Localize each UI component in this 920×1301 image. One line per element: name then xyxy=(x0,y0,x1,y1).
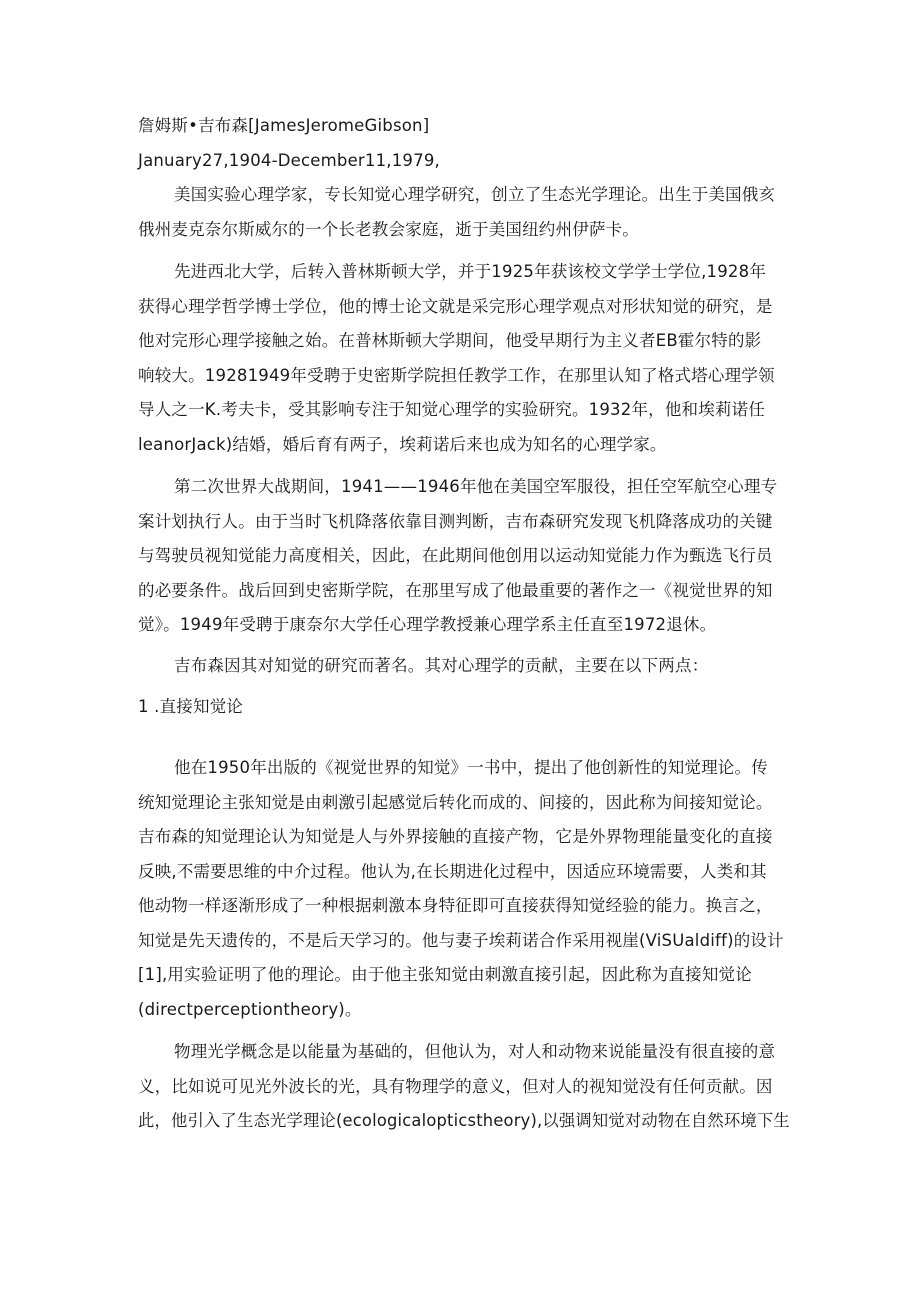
paragraph-line: 他动物一样逐渐形成了一种根据刺激本身特征即可直接获得知觉经验的能力。换言之， xyxy=(138,896,773,915)
section-heading: 1 .直接知觉论 xyxy=(138,697,244,716)
paragraph-line: 吉布森的知觉理论认为知觉是人与外界接触的直接产物，它是外界物理能量变化的直接 xyxy=(138,827,773,846)
paragraph-line: 与驾驶员视知觉能力高度相关，因此，在此期间他创用以运动知觉能力作为甄选飞行员 xyxy=(138,546,773,565)
header-dates: January27,1904-December11,1979, xyxy=(138,151,440,170)
paragraph-line: 案计划执行人。由于当时飞机降落依靠目测判断，吉布森研究发现飞机降落成功的关键 xyxy=(138,512,773,531)
paragraph-line: 他在1950年出版的《视觉世界的知觉》一书中，提出了他创新性的知觉理论。传 xyxy=(174,758,768,777)
paragraph-line: 此，他引入了生态光学理论(ecologicalopticstheory),以强调知觉对动物在自然环境下生 xyxy=(138,1111,790,1130)
paragraph-line: 义，比如说可见光外波长的光，具有物理学的意义，但对人的视知觉没有任何贡献。因 xyxy=(138,1077,773,1096)
paragraph-line: 觉》。1949年受聘于康奈尔大学任心理学教授兼心理学系主任直至1972退休。 xyxy=(138,615,717,634)
paragraph-line: leanorJack)结婚，婚后育有两子，埃莉诺后来也成为知名的心理学家。 xyxy=(138,435,667,454)
header-name: 詹姆斯•吉布森[JamesJeromeGibson] xyxy=(138,116,430,135)
paragraph-line: (directperceptiontheory)。 xyxy=(138,1000,362,1019)
paragraph-line: 反映,不需要思维的中介过程。他认为,在长期进化过程中，因适应环境需要，人类和其 xyxy=(138,862,767,881)
paragraph-line: 知觉是先天遗传的，不是后天学习的。他与妻子埃莉诺合作采用视崖(ViSUaldiff)的设计 xyxy=(138,931,784,950)
paragraph-line: 第二次世界大战期间，1941——1946年他在美国空军服役，担任空军航空心理专 xyxy=(174,477,778,496)
paragraph-line: 统知觉理论主张知觉是由刺激引起感觉后转化而成的、间接的，因此称为间接知觉论。 xyxy=(138,793,773,812)
paragraph-line: 先进西北大学，后转入普林斯顿大学，并于1925年获该校文学学士学位,1928年 xyxy=(174,262,767,281)
paragraph-line: 美国实验心理学家，专长知觉心理学研究，创立了生态光学理论。出生于美国俄亥 xyxy=(174,185,776,204)
paragraph-line: 的必要条件。战后回到史密斯学院，在那里写成了他最重要的著作之一《视觉世界的知 xyxy=(138,581,773,600)
paragraph-line: 响较大。19281949年受聘于史密斯学院担任教学工作，在那里认知了格式塔心理学领 xyxy=(138,366,775,385)
paragraph-line: [1],用实验证明了他的理论。由于他主张知觉由刺激直接引起，因此称为直接知觉论 xyxy=(138,965,752,984)
paragraph-line: 吉布森因其对知觉的研究而著名。其对心理学的贡献，主要在以下两点： xyxy=(174,656,709,675)
paragraph-line: 导人之一K.考夫卡，受其影响专注于知觉心理学的实验研究。1932年，他和埃莉诺任 xyxy=(138,400,766,419)
paragraph-line: 获得心理学哲学博士学位，他的博士论文就是采完形心理学观点对形状知觉的研究，是 xyxy=(138,297,773,316)
paragraph-line: 他对完形心理学接触之始。在普林斯顿大学期间，他受早期行为主义者EB霍尔特的影 xyxy=(138,331,762,350)
paragraph-line: 物理光学概念是以能量为基础的，但他认为，对人和动物来说能量没有很直接的意 xyxy=(174,1042,776,1061)
paragraph-line: 俄州麦克奈尔斯威尔的一个长老教会家庭，逝于美国纽约州伊萨卡。 xyxy=(138,220,639,239)
